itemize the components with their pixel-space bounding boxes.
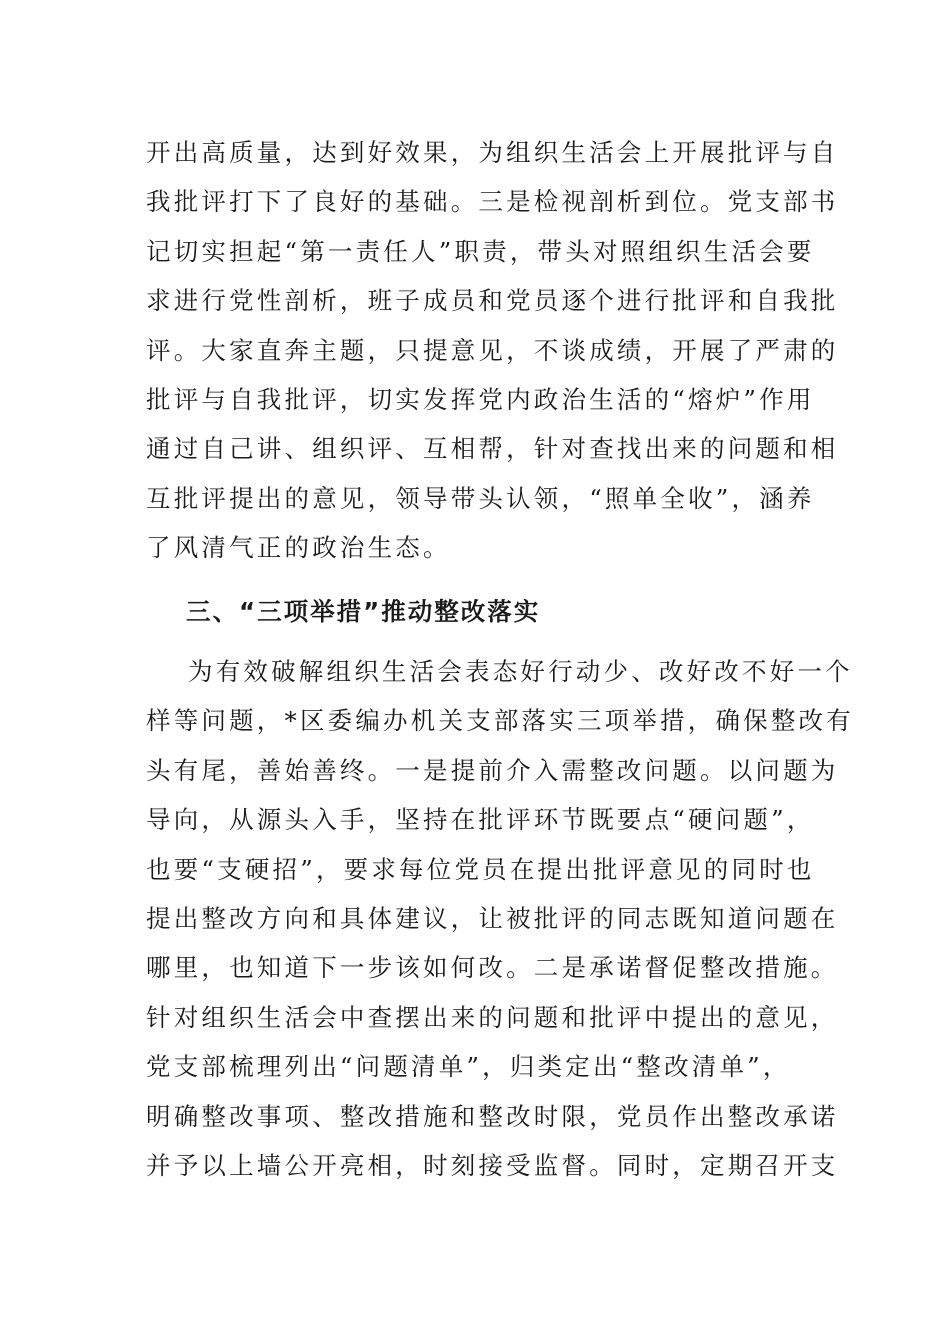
paragraph-line: 评。大家直奔主题，只提意见，不谈成绩，开展了严肃的: [146, 335, 839, 365]
paragraph-line: 批评与自我批评，切实发挥党内政治生活的“熔炉”作用: [146, 384, 815, 414]
paragraph-line: 并予以上墙公开亮相，时刻接受监督。同时，定期召开支: [146, 1150, 839, 1180]
paragraph-line: 记切实担起“第一责任人”职责，带头对照组织生活会要: [146, 236, 815, 266]
paragraph-line: 为有效破解组织生活会表态好行动少、改好改不好一个: [188, 657, 853, 686]
paragraph-line: 也要“支硬招”，要求每位党员在提出批评意见的同时也: [146, 854, 815, 884]
paragraph-line: 通过自己讲、组织评、互相帮，针对查找出来的问题和相: [146, 434, 839, 464]
body-paragraph-2: [146, 647, 854, 1190]
paragraph-line: 求进行党性剖析，班子成员和党员逐个进行批评和自我批: [146, 286, 839, 316]
paragraph-line: 提出整改方向和具体建议，让被批评的同志既知道问题在: [146, 903, 839, 933]
paragraph-line: 开出高质量，达到好效果，为组织生活会上开展批评与自: [146, 138, 839, 167]
paragraph-line: 党支部梳理列出“问题清单”，归类定出“整改清单”，: [146, 1052, 791, 1082]
paragraph-line: 头有尾，善始善终。一是提前介入需整改问题。以问题为: [146, 755, 839, 785]
paragraph-line: 我批评打下了良好的基础。三是检视剖析到位。党支部书: [146, 187, 839, 217]
paragraph-line: 了风清气正的政治生态。: [146, 533, 451, 563]
paragraph-line: 互批评提出的意见，领导带头认领，“照单全收”，涵养: [146, 483, 815, 513]
paragraph-line: 导向，从源头入手，坚持在批评环节既要点“硬问题”，: [146, 805, 815, 835]
paragraph-line: 明确整改事项、整改措施和整改时限，党员作出整改承诺: [146, 1101, 839, 1131]
paragraph-line: 样等问题，*区委编办机关支部落实三项举措，确保整改有: [146, 706, 854, 736]
body-paragraph-1: [146, 128, 839, 573]
section-heading: 三、“三项举措”推动整改落实: [186, 597, 541, 626]
paragraph-line: 针对组织生活会中查摆出来的问题和批评中提出的意见，: [146, 1002, 839, 1032]
paragraph-line: 哪里，也知道下一步该如何改。二是承诺督促整改措施。: [146, 953, 839, 983]
